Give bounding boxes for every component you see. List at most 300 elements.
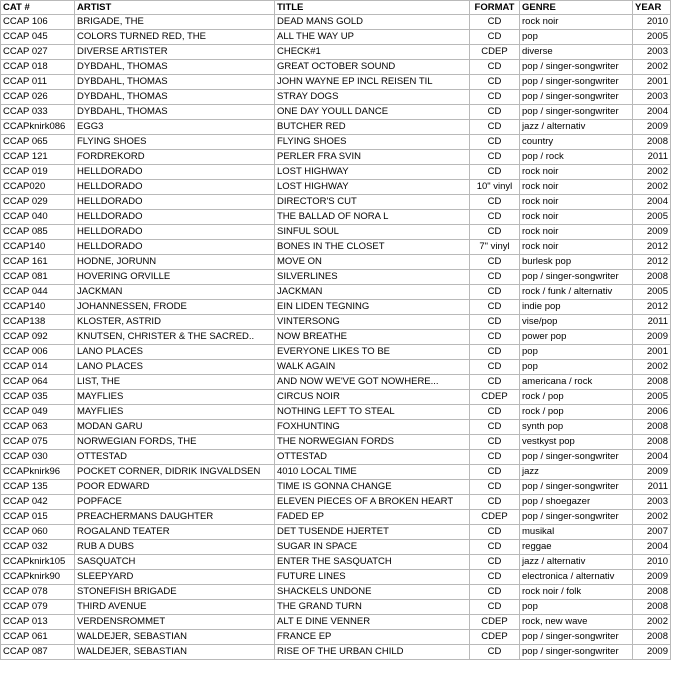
cell-genre: pop: [520, 30, 633, 45]
cell-artist: POPFACE: [75, 495, 275, 510]
cell-genre: pop / singer-songwriter: [520, 75, 633, 90]
cell-cat: CCAP020: [1, 180, 75, 195]
cell-title: PERLER FRA SVIN: [275, 150, 470, 165]
cell-cat: CCAP 064: [1, 375, 75, 390]
cell-cat: CCAP140: [1, 300, 75, 315]
cell-cat: CCAP 040: [1, 210, 75, 225]
cell-artist: RUB A DUBS: [75, 540, 275, 555]
cell-artist: BRIGADE, THE: [75, 15, 275, 30]
cell-cat: CCAP138: [1, 315, 75, 330]
cell-year: 2002: [633, 165, 671, 180]
cell-title: ONE DAY YOULL DANCE: [275, 105, 470, 120]
cell-title: CIRCUS NOIR: [275, 390, 470, 405]
cell-format: CD: [470, 150, 520, 165]
cell-title: DET TUSENDE HJERTET: [275, 525, 470, 540]
cell-cat: CCAP 121: [1, 150, 75, 165]
cell-format: CD: [470, 30, 520, 45]
cell-format: CD: [470, 465, 520, 480]
cell-genre: rock noir: [520, 180, 633, 195]
cell-genre: power pop: [520, 330, 633, 345]
table-row: [1, 630, 671, 645]
cell-year: 2008: [633, 135, 671, 150]
cell-year: 2008: [633, 420, 671, 435]
cell-title: SUGAR IN SPACE: [275, 540, 470, 555]
cell-artist: OTTESTAD: [75, 450, 275, 465]
cell-artist: HOVERING ORVILLE: [75, 270, 275, 285]
cell-title: ELEVEN PIECES OF A BROKEN HEART: [275, 495, 470, 510]
cell-title: STRAY DOGS: [275, 90, 470, 105]
table-row: [1, 45, 671, 60]
cell-artist: HELLDORADO: [75, 180, 275, 195]
table-row: [1, 405, 671, 420]
cell-genre: electronica / alternativ: [520, 570, 633, 585]
cell-artist: DYBDAHL, THOMAS: [75, 75, 275, 90]
cell-format: CD: [470, 195, 520, 210]
cell-artist: JOHANNESSEN, FRODE: [75, 300, 275, 315]
cell-year: 2012: [633, 240, 671, 255]
cell-artist: KLOSTER, ASTRID: [75, 315, 275, 330]
table-row: [1, 600, 671, 615]
cell-format: CD: [470, 345, 520, 360]
cell-title: JACKMAN: [275, 285, 470, 300]
cell-format: CD: [470, 360, 520, 375]
cell-genre: pop / singer-songwriter: [520, 60, 633, 75]
table-row: [1, 525, 671, 540]
table-row: [1, 570, 671, 585]
cell-format: CD: [470, 540, 520, 555]
cell-year: 2008: [633, 630, 671, 645]
cell-format: CD: [470, 570, 520, 585]
cell-format: CD: [470, 525, 520, 540]
cell-genre: rock noir: [520, 165, 633, 180]
cell-genre: americana / rock: [520, 375, 633, 390]
cell-genre: pop / rock: [520, 150, 633, 165]
table-row: [1, 240, 671, 255]
cell-artist: POOR EDWARD: [75, 480, 275, 495]
cell-format: CD: [470, 210, 520, 225]
cell-format: CD: [470, 600, 520, 615]
cell-title: BONES IN THE CLOSET: [275, 240, 470, 255]
cell-year: 2004: [633, 540, 671, 555]
cell-year: 2009: [633, 645, 671, 660]
cell-cat: CCAP 092: [1, 330, 75, 345]
cell-genre: vestkyst pop: [520, 435, 633, 450]
cell-cat: CCAPknirk96: [1, 465, 75, 480]
cell-cat: CCAP 030: [1, 450, 75, 465]
cell-cat: CCAP 013: [1, 615, 75, 630]
cell-genre: rock / funk / alternativ: [520, 285, 633, 300]
table-row: [1, 105, 671, 120]
cell-year: 2008: [633, 270, 671, 285]
cell-artist: SLEEPYARD: [75, 570, 275, 585]
table-row: [1, 465, 671, 480]
cell-artist: LIST, THE: [75, 375, 275, 390]
cell-title: SHACKELS UNDONE: [275, 585, 470, 600]
table-row: [1, 615, 671, 630]
cell-genre: rock / pop: [520, 405, 633, 420]
cell-year: 2009: [633, 225, 671, 240]
cell-genre: rock noir: [520, 15, 633, 30]
cell-artist: HELLDORADO: [75, 225, 275, 240]
cell-cat: CCAP 027: [1, 45, 75, 60]
cell-year: 2006: [633, 405, 671, 420]
cell-cat: CCAP 085: [1, 225, 75, 240]
cell-title: SINFUL SOUL: [275, 225, 470, 240]
table-row: [1, 300, 671, 315]
cell-artist: JACKMAN: [75, 285, 275, 300]
cell-format: CD: [470, 450, 520, 465]
cell-genre: pop / singer-songwriter: [520, 630, 633, 645]
cell-title: EVERYONE LIKES TO BE: [275, 345, 470, 360]
cell-cat: CCAPknirk086: [1, 120, 75, 135]
cell-artist: HELLDORADO: [75, 165, 275, 180]
cell-artist: MAYFLIES: [75, 405, 275, 420]
cell-cat: CCAP 018: [1, 60, 75, 75]
cell-artist: VERDENSROMMET: [75, 615, 275, 630]
table-row: [1, 15, 671, 30]
cell-title: THE NORWEGIAN FORDS: [275, 435, 470, 450]
cell-format: CD: [470, 435, 520, 450]
cell-genre: jazz: [520, 465, 633, 480]
cell-year: 2008: [633, 435, 671, 450]
cell-year: 2003: [633, 45, 671, 60]
cell-cat: CCAPknirk90: [1, 570, 75, 585]
cell-cat: CCAP 060: [1, 525, 75, 540]
cell-year: 2009: [633, 120, 671, 135]
cell-artist: HELLDORADO: [75, 240, 275, 255]
cell-cat: CCAP 049: [1, 405, 75, 420]
cell-artist: MODAN GARU: [75, 420, 275, 435]
table-row: [1, 420, 671, 435]
cell-artist: WALDEJER, SEBASTIAN: [75, 645, 275, 660]
cell-cat: CCAP 044: [1, 285, 75, 300]
table-row: [1, 555, 671, 570]
cell-title: CHECK#1: [275, 45, 470, 60]
cell-title: WALK AGAIN: [275, 360, 470, 375]
cell-title: FUTURE LINES: [275, 570, 470, 585]
cell-genre: indie pop: [520, 300, 633, 315]
table-row: [1, 315, 671, 330]
cell-format: CD: [470, 60, 520, 75]
cell-artist: THIRD AVENUE: [75, 600, 275, 615]
cell-year: 2002: [633, 615, 671, 630]
cell-genre: pop: [520, 345, 633, 360]
cell-year: 2011: [633, 150, 671, 165]
cell-genre: pop / singer-songwriter: [520, 450, 633, 465]
cell-cat: CCAP 014: [1, 360, 75, 375]
cell-format: CDEP: [470, 615, 520, 630]
table-row: [1, 585, 671, 600]
cell-cat: CCAP 015: [1, 510, 75, 525]
cell-cat: CCAP140: [1, 240, 75, 255]
cell-title: AND NOW WE'VE GOT NOWHERE...: [275, 375, 470, 390]
cell-title: THE BALLAD OF NORA L: [275, 210, 470, 225]
cell-genre: jazz / alternativ: [520, 120, 633, 135]
table-row: [1, 330, 671, 345]
cell-title: EIN LIDEN TEGNING: [275, 300, 470, 315]
table-row: [1, 30, 671, 45]
cell-format: CD: [470, 270, 520, 285]
cell-artist: KNUTSEN, CHRISTER & THE SACRED..: [75, 330, 275, 345]
table-row: [1, 375, 671, 390]
cell-cat: CCAP 075: [1, 435, 75, 450]
cell-genre: synth pop: [520, 420, 633, 435]
cell-genre: pop / singer-songwriter: [520, 105, 633, 120]
cell-genre: jazz / alternativ: [520, 555, 633, 570]
cell-genre: burlesk pop: [520, 255, 633, 270]
cell-format: CD: [470, 15, 520, 30]
cell-genre: rock noir: [520, 210, 633, 225]
cell-genre: pop / singer-songwriter: [520, 90, 633, 105]
cell-cat: CCAP 087: [1, 645, 75, 660]
cell-artist: DYBDAHL, THOMAS: [75, 90, 275, 105]
cell-genre: pop / singer-songwriter: [520, 645, 633, 660]
header-row: [1, 1, 671, 15]
cell-title: DIRECTOR'S CUT: [275, 195, 470, 210]
cell-year: 2004: [633, 105, 671, 120]
cell-cat: CCAP 032: [1, 540, 75, 555]
table-row: [1, 360, 671, 375]
cell-genre: rock noir: [520, 240, 633, 255]
cell-format: CD: [470, 585, 520, 600]
table-row: [1, 435, 671, 450]
cell-title: SILVERLINES: [275, 270, 470, 285]
cell-cat: CCAPknirk105: [1, 555, 75, 570]
cell-year: 2009: [633, 330, 671, 345]
cell-year: 2008: [633, 600, 671, 615]
cell-year: 2005: [633, 390, 671, 405]
cell-year: 2003: [633, 495, 671, 510]
header-format: FORMAT: [470, 1, 520, 15]
cell-year: 2011: [633, 480, 671, 495]
cell-year: 2001: [633, 75, 671, 90]
table-row: [1, 180, 671, 195]
cell-format: CD: [470, 495, 520, 510]
cell-title: VINTERSONG: [275, 315, 470, 330]
cell-artist: POCKET CORNER, DIDRIK INGVALDSEN: [75, 465, 275, 480]
cell-year: 2005: [633, 285, 671, 300]
cell-genre: country: [520, 135, 633, 150]
cell-title: FLYING SHOES: [275, 135, 470, 150]
table-row: [1, 285, 671, 300]
cell-format: CD: [470, 225, 520, 240]
cell-genre: pop / singer-songwriter: [520, 510, 633, 525]
cell-genre: rock noir / folk: [520, 585, 633, 600]
cell-title: BUTCHER RED: [275, 120, 470, 135]
cell-format: CD: [470, 405, 520, 420]
cell-genre: vise/pop: [520, 315, 633, 330]
cell-format: CD: [470, 120, 520, 135]
cell-cat: CCAP 081: [1, 270, 75, 285]
header-year: YEAR: [633, 1, 671, 15]
table-row: [1, 210, 671, 225]
cell-year: 2008: [633, 585, 671, 600]
cell-title: ALT E DINE VENNER: [275, 615, 470, 630]
table-row: [1, 645, 671, 660]
cell-format: CDEP: [470, 510, 520, 525]
cell-title: FRANCE EP: [275, 630, 470, 645]
cell-year: 2012: [633, 300, 671, 315]
cell-artist: MAYFLIES: [75, 390, 275, 405]
cell-artist: SASQUATCH: [75, 555, 275, 570]
cell-format: CD: [470, 90, 520, 105]
table-row: [1, 120, 671, 135]
cell-genre: reggae: [520, 540, 633, 555]
table-row: [1, 60, 671, 75]
cell-year: 2004: [633, 450, 671, 465]
cell-year: 2009: [633, 570, 671, 585]
cell-genre: pop / singer-songwriter: [520, 270, 633, 285]
cell-title: ALL THE WAY UP: [275, 30, 470, 45]
cell-artist: STONEFISH BRIGADE: [75, 585, 275, 600]
table-row: [1, 480, 671, 495]
cell-cat: CCAP 161: [1, 255, 75, 270]
cell-year: 2002: [633, 60, 671, 75]
cell-artist: HODNE, JORUNN: [75, 255, 275, 270]
cell-title: DEAD MANS GOLD: [275, 15, 470, 30]
cell-genre: diverse: [520, 45, 633, 60]
cell-cat: CCAP 045: [1, 30, 75, 45]
cell-format: CDEP: [470, 45, 520, 60]
header-artist: ARTIST: [75, 1, 275, 15]
cell-title: THE GRAND TURN: [275, 600, 470, 615]
cell-genre: rock noir: [520, 225, 633, 240]
table-body: [1, 15, 671, 660]
cell-artist: NORWEGIAN FORDS, THE: [75, 435, 275, 450]
cell-format: CD: [470, 555, 520, 570]
table-row: [1, 510, 671, 525]
cell-format: CDEP: [470, 630, 520, 645]
cell-year: 2001: [633, 345, 671, 360]
cell-genre: rock, new wave: [520, 615, 633, 630]
table-row: [1, 225, 671, 240]
cell-cat: CCAP 019: [1, 165, 75, 180]
cell-title: JOHN WAYNE EP INCL REISEN TIL: [275, 75, 470, 90]
cell-title: FOXHUNTING: [275, 420, 470, 435]
cell-year: 2005: [633, 210, 671, 225]
header-title: TITLE: [275, 1, 470, 15]
cell-year: 2009: [633, 465, 671, 480]
cell-genre: pop: [520, 360, 633, 375]
cell-title: LOST HIGHWAY: [275, 180, 470, 195]
table-row: [1, 90, 671, 105]
cell-artist: HELLDORADO: [75, 195, 275, 210]
cell-title: TIME IS GONNA CHANGE: [275, 480, 470, 495]
table-row: [1, 255, 671, 270]
cell-title: NOTHING LEFT TO STEAL: [275, 405, 470, 420]
cell-artist: HELLDORADO: [75, 210, 275, 225]
cell-cat: CCAP 106: [1, 15, 75, 30]
cell-cat: CCAP 065: [1, 135, 75, 150]
cell-cat: CCAP 006: [1, 345, 75, 360]
cell-genre: pop / shoegazer: [520, 495, 633, 510]
cell-artist: WALDEJER, SEBASTIAN: [75, 630, 275, 645]
cell-artist: ROGALAND TEATER: [75, 525, 275, 540]
cell-format: CD: [470, 300, 520, 315]
cell-cat: CCAP 078: [1, 585, 75, 600]
cell-genre: pop: [520, 600, 633, 615]
cell-title: GREAT OCTOBER SOUND: [275, 60, 470, 75]
table-row: [1, 75, 671, 90]
cell-cat: CCAP 061: [1, 630, 75, 645]
cell-format: CD: [470, 285, 520, 300]
cell-artist: EGG3: [75, 120, 275, 135]
table-row: [1, 165, 671, 180]
cell-format: CD: [470, 645, 520, 660]
cell-format: CD: [470, 315, 520, 330]
cell-cat: CCAP 026: [1, 90, 75, 105]
cell-genre: pop / singer-songwriter: [520, 480, 633, 495]
cell-cat: CCAP 029: [1, 195, 75, 210]
cell-title: ENTER THE SASQUATCH: [275, 555, 470, 570]
header-genre: GENRE: [520, 1, 633, 15]
cell-cat: CCAP 011: [1, 75, 75, 90]
cell-cat: CCAP 063: [1, 420, 75, 435]
cell-year: 2002: [633, 180, 671, 195]
table-row: [1, 450, 671, 465]
table-row: [1, 495, 671, 510]
cell-format: 7" vinyl: [470, 240, 520, 255]
cell-format: CD: [470, 330, 520, 345]
cell-year: 2007: [633, 525, 671, 540]
cell-year: 2011: [633, 315, 671, 330]
cell-title: LOST HIGHWAY: [275, 165, 470, 180]
cell-genre: musikal: [520, 525, 633, 540]
cell-artist: COLORS TURNED RED, THE: [75, 30, 275, 45]
cell-format: CD: [470, 105, 520, 120]
cell-format: CD: [470, 165, 520, 180]
cell-title: OTTESTAD: [275, 450, 470, 465]
table-row: [1, 390, 671, 405]
cell-year: 2002: [633, 510, 671, 525]
table-row: [1, 135, 671, 150]
cell-genre: rock / pop: [520, 390, 633, 405]
cell-format: CD: [470, 375, 520, 390]
cell-year: 2008: [633, 375, 671, 390]
cell-artist: DYBDAHL, THOMAS: [75, 105, 275, 120]
cell-artist: FLYING SHOES: [75, 135, 275, 150]
cell-format: CD: [470, 255, 520, 270]
cell-cat: CCAP 135: [1, 480, 75, 495]
cell-year: 2010: [633, 555, 671, 570]
cell-artist: FORDREKORD: [75, 150, 275, 165]
cell-artist: DIVERSE ARTISTER: [75, 45, 275, 60]
cell-title: MOVE ON: [275, 255, 470, 270]
cell-cat: CCAP 033: [1, 105, 75, 120]
cell-title: 4010 LOCAL TIME: [275, 465, 470, 480]
cell-year: 2012: [633, 255, 671, 270]
header-cat: CAT #: [1, 1, 75, 15]
cell-genre: rock noir: [520, 195, 633, 210]
cell-cat: CCAP 042: [1, 495, 75, 510]
cell-format: CD: [470, 420, 520, 435]
cell-year: 2002: [633, 360, 671, 375]
cell-year: 2010: [633, 15, 671, 30]
cell-title: FADED EP: [275, 510, 470, 525]
table-row: [1, 270, 671, 285]
cell-year: 2004: [633, 195, 671, 210]
cell-format: CD: [470, 75, 520, 90]
cell-title: RISE OF THE URBAN CHILD: [275, 645, 470, 660]
table-row: [1, 195, 671, 210]
cell-artist: LANO PLACES: [75, 360, 275, 375]
table-row: [1, 150, 671, 165]
cell-format: CD: [470, 480, 520, 495]
cell-artist: DYBDAHL, THOMAS: [75, 60, 275, 75]
cell-year: 2003: [633, 90, 671, 105]
cell-artist: PREACHERMANS DAUGHTER: [75, 510, 275, 525]
cell-format: CD: [470, 135, 520, 150]
